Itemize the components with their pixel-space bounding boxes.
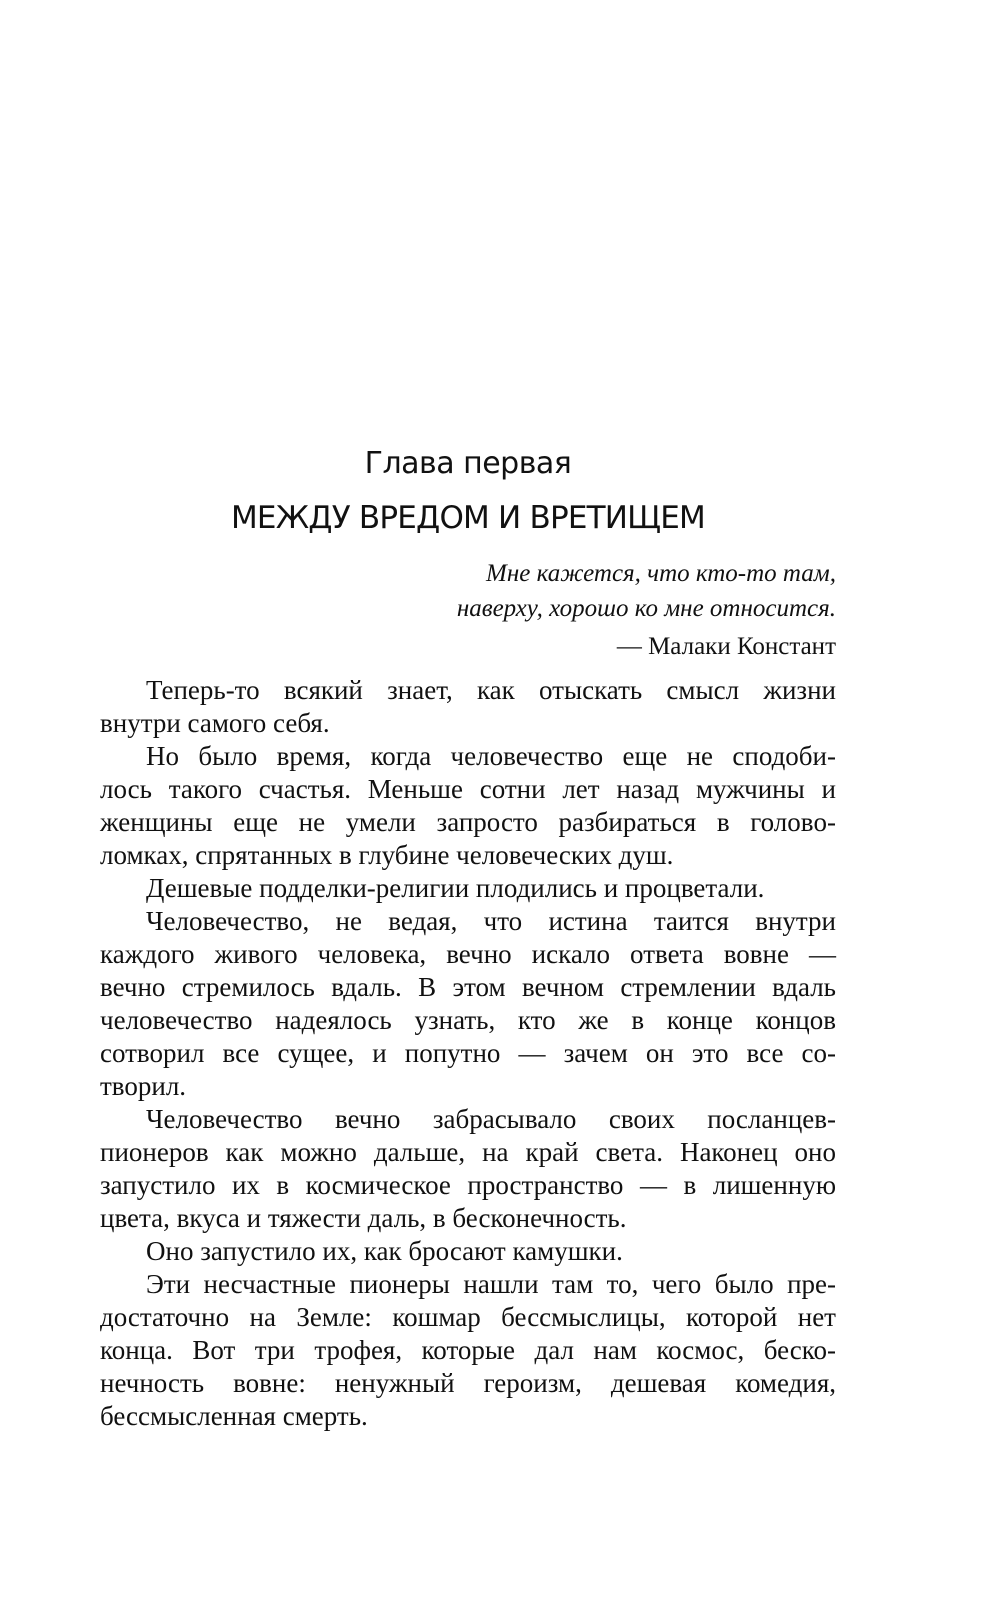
text-line: человечество надеялось узнать, кто же в конце концов [100,1005,836,1035]
paragraph [100,905,836,1103]
book-page [100,0,836,1616]
text-line: достаточно на Земле: кошмар бессмыслицы, которой нет [100,1302,836,1332]
epigraph-author: — Малаки Констант [616,633,836,660]
text-line: пионеров как можно дальше, на край света. Наконец оно [100,1137,836,1167]
text-line: Но было время, когда человечество еще не сподоби- [146,741,836,771]
text-line: Оно запустило их, как бросают камушки. [146,1236,623,1266]
text-line: каждого живого человека, вечно искало ответа вовне — [100,939,836,969]
paragraph [100,740,836,872]
text-line: Эти несчастные пионеры нашли там то, чего было пре- [146,1269,836,1299]
text-line: запустило их в космическое пространство — в лишенную [100,1170,836,1200]
text-line: Дешевые подделки-религии плодились и процветали. [146,873,765,903]
epigraph [316,556,836,664]
body-text [100,674,836,1433]
text-line: Теперь-то всякий знает, как отыскать смысл жизни [146,675,836,705]
paragraph [100,1268,836,1433]
text-line: лось такого счастья. Меньше сотни лет назад мужчины и [100,774,836,804]
text-line: нечность вовне: ненужный героизм, дешевая комедия, [100,1368,836,1398]
text-line: женщины еще не умели запросто разбираться в головo- [100,807,836,837]
epigraph-line: наверху, хорошо ко мне относится. [456,595,836,622]
paragraph [100,1235,836,1268]
text-line: внутри самого себя. [100,708,330,738]
paragraph [100,872,836,905]
text-line: цвета, вкуса и тяжести даль, в бесконечность. [100,1203,627,1233]
chapter-title: МЕЖДУ ВРЕДОМ И ВРЕТИЩЕМ [230,500,705,536]
text-line: Человечество вечно забрасывало своих посланцев- [146,1104,836,1134]
text-line: бессмысленная смерть. [100,1401,368,1431]
paragraph [100,1103,836,1235]
paragraph [100,674,836,740]
text-line: конца. Вот три трофея, которые дал нам космос, беско- [100,1335,836,1365]
text-line: вечно стремилось вдаль. В этом вечном стремлении вдаль [100,972,836,1002]
text-line: Человечество, не ведая, что истина таится внутри [146,906,836,936]
epigraph-line: Мне кажется, что кто-то там, [486,560,836,587]
text-line: творил. [100,1071,187,1101]
text-line: сотворил все сущее, и попутно — зачем он это все со- [100,1038,836,1068]
chapter-label: Глава первая [364,446,572,481]
text-line: ломках, спрятанных в глубине человеческих душ. [100,840,674,870]
